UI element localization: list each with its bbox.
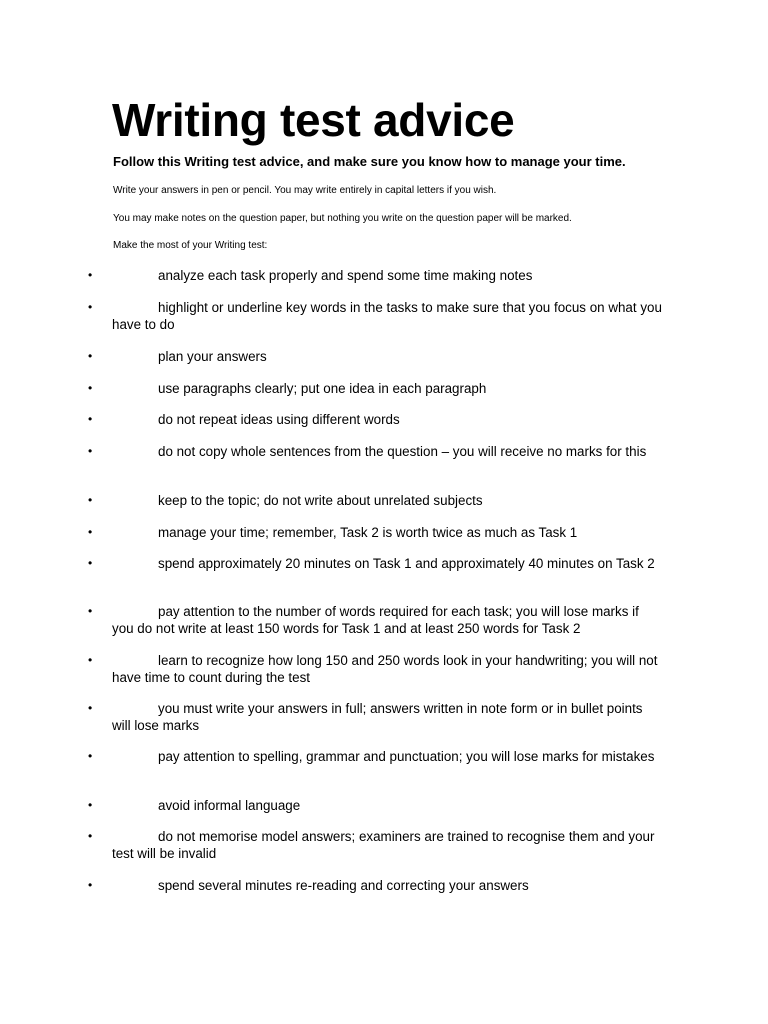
page-subtitle: Follow this Writing test advice, and make sure you know how to manage your time. <box>113 154 626 169</box>
bullet-icon: • <box>88 749 93 763</box>
advice-item-text: avoid informal language <box>158 798 301 813</box>
bullet-icon: • <box>88 525 93 539</box>
bullet-icon: • <box>88 444 93 458</box>
bullet-icon: • <box>88 798 93 812</box>
note-question-paper: You may make notes on the question paper, but nothing you write on the question paper will be marked. <box>113 213 572 224</box>
advice-item-text: learn to recognize how long 150 and 250 words look in your handwriting; you will not have time to count during the test <box>112 653 658 685</box>
bullet-icon: • <box>88 556 93 570</box>
advice-item-text: highlight or underline key words in the tasks to make sure that you focus on what you have to do <box>112 300 662 332</box>
bullet-icon: • <box>88 878 93 892</box>
bullet-icon: • <box>88 604 93 618</box>
bullet-icon: • <box>88 701 93 715</box>
bullet-icon: • <box>88 493 93 507</box>
advice-item-text: manage your time; remember, Task 2 is worth twice as much as Task 1 <box>158 525 578 540</box>
note-make-the-most: Make the most of your Writing test: <box>113 240 268 251</box>
bullet-icon: • <box>88 381 93 395</box>
advice-item-text: keep to the topic; do not write about unrelated subjects <box>158 493 483 508</box>
advice-item-text: you must write your answers in full; answers written in note form or in bullet points will lose marks <box>112 701 643 733</box>
bullet-icon: • <box>88 412 93 426</box>
bullet-icon: • <box>88 653 93 667</box>
advice-item-text: do not copy whole sentences from the question – you will receive no marks for this <box>158 444 647 459</box>
bullet-icon: • <box>88 300 93 314</box>
advice-item-text: pay attention to spelling, grammar and punctuation; you will lose marks for mistakes <box>158 749 655 764</box>
advice-item-text: do not repeat ideas using different words <box>158 412 400 427</box>
advice-item-text: spend several minutes re-reading and correcting your answers <box>158 878 529 893</box>
bullet-icon: • <box>88 829 93 843</box>
note-pen-pencil: Write your answers in pen or pencil. You may write entirely in capital letters if you wish. <box>113 185 497 196</box>
page-title: Writing test advice <box>112 94 515 146</box>
advice-item-text: pay attention to the number of words required for each task; you will lose marks if you do not write at least 150 words for Task 1 and at least 250 words for Task 2 <box>112 604 639 636</box>
advice-item-text: analyze each task properly and spend some time making notes <box>158 268 533 283</box>
advice-item-text: do not memorise model answers; examiners are trained to recognise them and your test will be invalid <box>112 829 655 861</box>
advice-item-text: plan your answers <box>158 349 267 364</box>
bullet-icon: • <box>88 349 93 363</box>
advice-item-text: use paragraphs clearly; put one idea in each paragraph <box>158 381 487 396</box>
advice-item-text: spend approximately 20 minutes on Task 1 and approximately 40 minutes on Task 2 <box>158 556 655 571</box>
bullet-icon: • <box>88 268 93 282</box>
